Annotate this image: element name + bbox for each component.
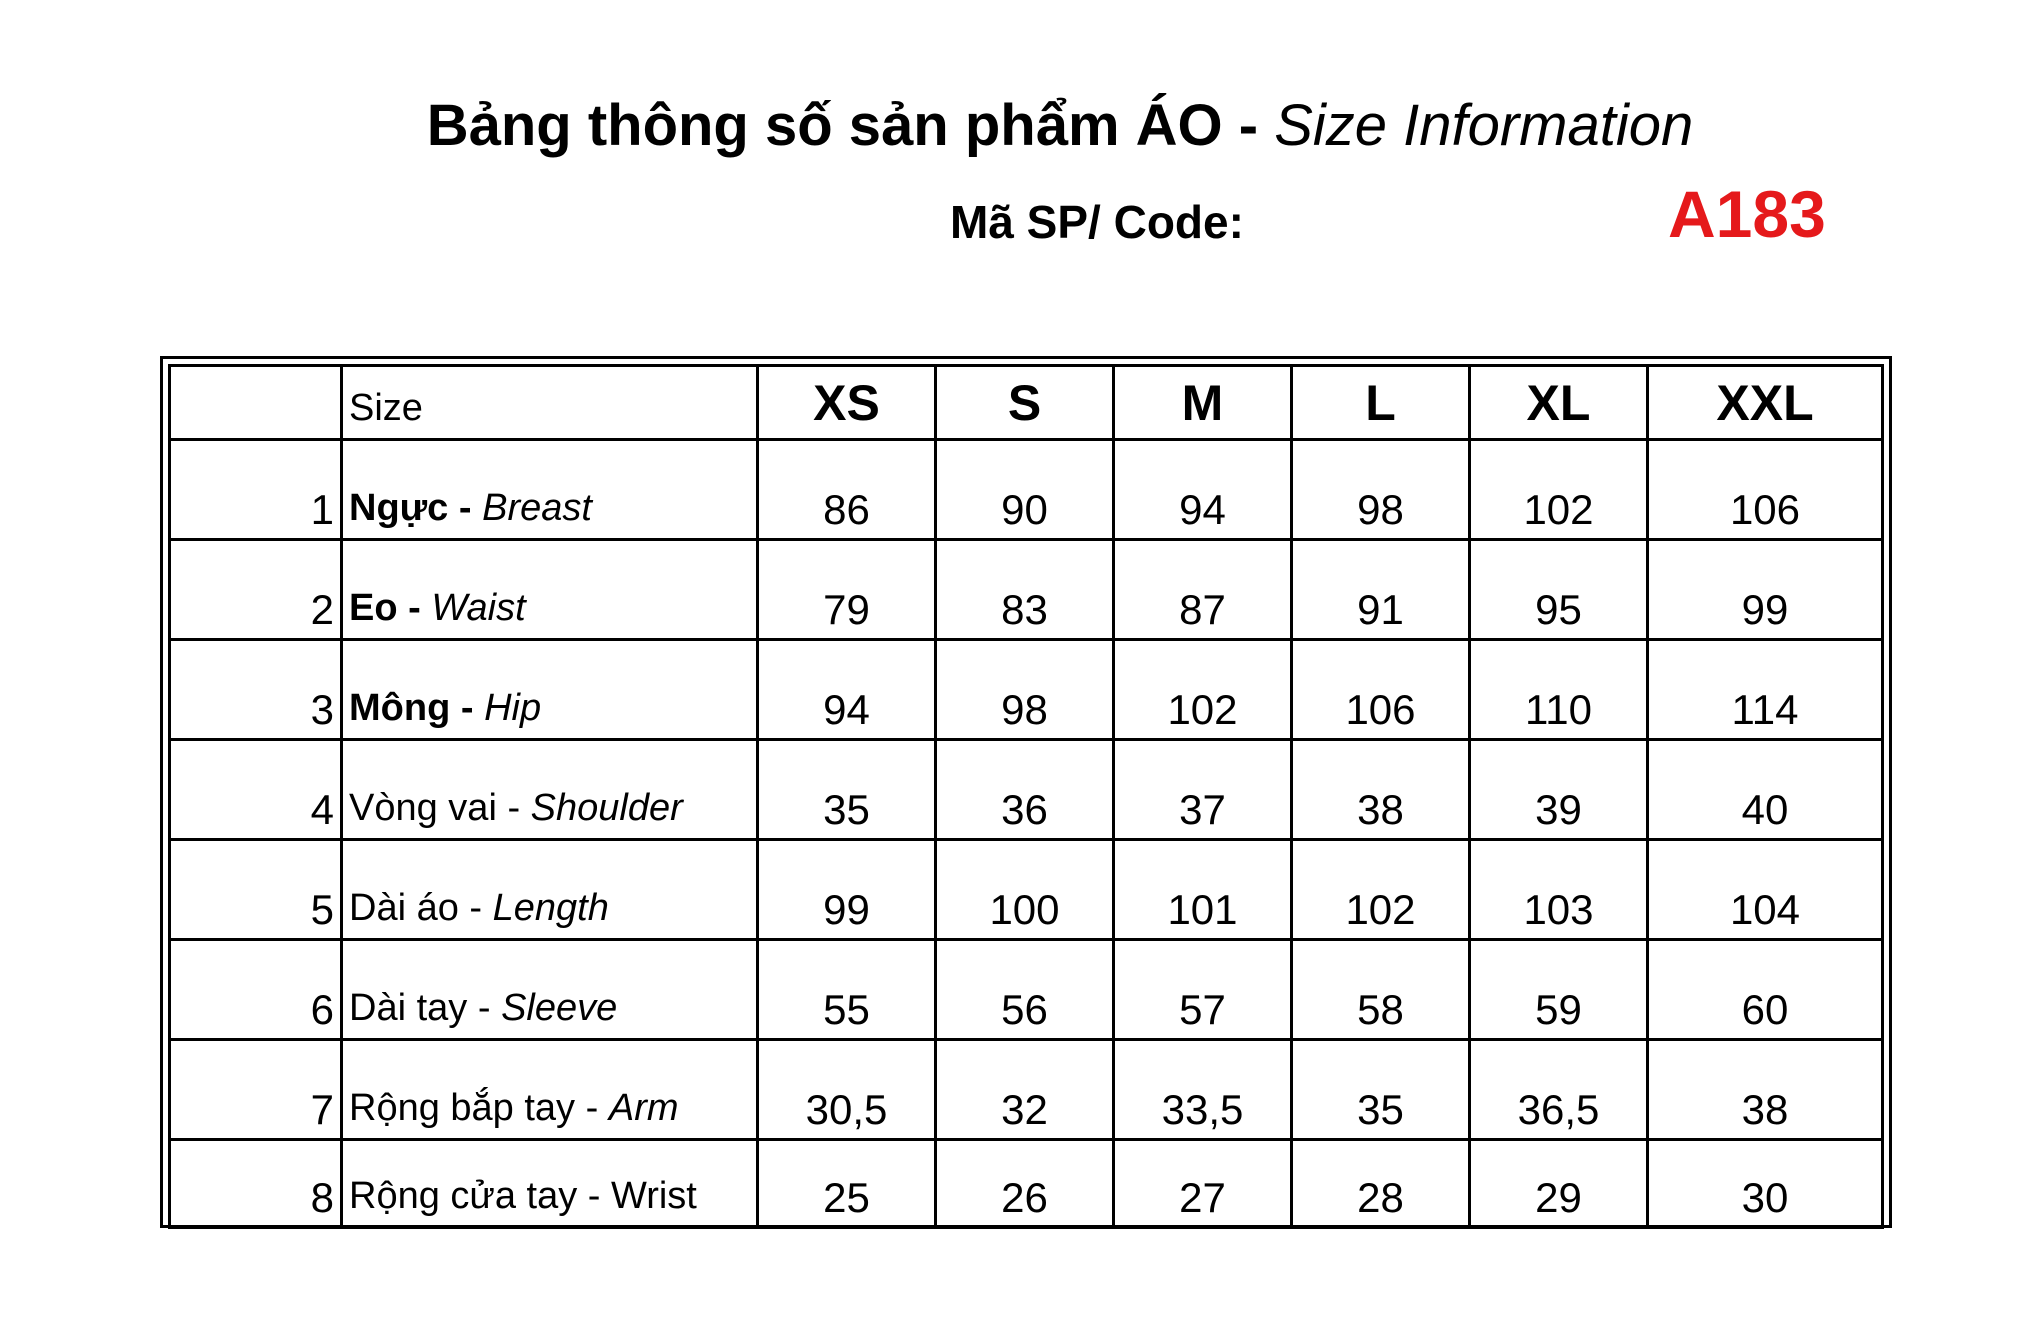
size-header-xxl: XXL [1648,366,1883,440]
measurement-label-vn: Mông [349,687,451,729]
measurement-label [342,1040,758,1140]
measurement-label-separator: - [458,887,493,929]
measurement-value: 25 [758,1140,936,1228]
measurement-value: 28 [1292,1140,1470,1228]
measurement-label-separator: - [450,687,485,729]
table-row [170,940,1883,1040]
measurement-label-en: Waist [431,587,526,629]
measurement-value: 98 [1292,440,1470,540]
size-header-m: M [1114,366,1292,440]
measurement-label-en: Shoulder [530,787,683,829]
measurement-value: 79 [758,540,936,640]
measurement-label-vn: Eo [349,587,398,629]
measurement-value: 38 [1648,1040,1883,1140]
measurement-value: 91 [1292,540,1470,640]
measurement-value: 36 [936,740,1114,840]
measurement-value: 35 [1292,1040,1470,1140]
measurement-value: 104 [1648,840,1883,940]
size-header-row [170,366,1883,440]
measurement-value: 94 [1114,440,1292,540]
measurement-value: 39 [1470,740,1648,840]
measurement-value: 110 [1470,640,1648,740]
measurement-label-en: Breast [482,487,592,529]
measurement-value: 102 [1470,440,1648,540]
title-vn: Bảng thông số sản phẩm ÁO - [426,93,1275,158]
measurement-label-vn: Dài tay [349,987,468,1029]
measurement-value: 114 [1648,640,1883,740]
row-number: 3 [170,640,342,740]
measurement-label [342,640,758,740]
measurement-value: 102 [1114,640,1292,740]
measurement-label-separator: - [397,587,432,629]
measurement-value: 36,5 [1470,1040,1648,1140]
table-row [170,840,1883,940]
product-code-label: Mã SP/ Code: [950,196,1244,248]
table-row [170,740,1883,840]
row-number: 4 [170,740,342,840]
measurement-value: 30,5 [758,1040,936,1140]
measurement-label-separator: - [577,1175,612,1217]
measurement-value: 98 [936,640,1114,740]
measurement-label [342,440,758,540]
table-row [170,1140,1883,1228]
measurement-value: 101 [1114,840,1292,940]
size-header-xs: XS [758,366,936,440]
measurement-value: 90 [936,440,1114,540]
measurement-value: 86 [758,440,936,540]
size-table [168,364,1884,1229]
measurement-value: 106 [1292,640,1470,740]
measurement-label [342,1140,758,1228]
size-header-xl: XL [1470,366,1648,440]
measurement-value: 95 [1470,540,1648,640]
measurement-value: 59 [1470,940,1648,1040]
measurement-label-vn: Ngực [349,487,449,529]
measurement-value: 83 [936,540,1114,640]
measurement-value: 102 [1292,840,1470,940]
table-row [170,540,1883,640]
measurement-label-vn: Rộng bắp tay [349,1087,576,1129]
size-table-frame [160,356,1892,1228]
size-header-s: S [936,366,1114,440]
measurement-value: 30 [1648,1140,1883,1228]
measurement-label-en: Sleeve [501,987,618,1029]
measurement-value: 99 [758,840,936,940]
measurement-value: 37 [1114,740,1292,840]
measurement-value: 56 [936,940,1114,1040]
measurement-value: 33,5 [1114,1040,1292,1140]
size-header-label: Size [342,366,758,440]
measurement-value: 58 [1292,940,1470,1040]
measurement-label-separator: - [448,487,483,529]
measurement-value: 103 [1470,840,1648,940]
table-row [170,640,1883,740]
measurement-label-vn: Dài áo [349,887,459,929]
measurement-value: 27 [1114,1140,1292,1228]
row-number: 2 [170,540,342,640]
page-title [0,92,2032,159]
measurement-value: 57 [1114,940,1292,1040]
size-header-l: L [1292,366,1470,440]
title-en: Size Information [1274,93,1694,158]
row-number: 6 [170,940,342,1040]
measurement-label-separator: - [467,987,502,1029]
measurement-label [342,840,758,940]
measurement-label-separator: - [575,1087,609,1129]
measurement-value: 38 [1292,740,1470,840]
measurement-value: 40 [1648,740,1883,840]
measurement-value: 26 [936,1140,1114,1228]
row-number: 7 [170,1040,342,1140]
measurement-label-vn: Rộng cửa tay [349,1175,578,1217]
row-number: 5 [170,840,342,940]
measurement-value: 29 [1470,1140,1648,1228]
measurement-label [342,940,758,1040]
table-row [170,1040,1883,1140]
measurement-label [342,540,758,640]
measurement-value: 87 [1114,540,1292,640]
header-blank-cell [170,366,342,440]
row-number: 8 [170,1140,342,1228]
measurement-label [342,740,758,840]
row-number: 1 [170,440,342,540]
measurement-value: 100 [936,840,1114,940]
measurement-value: 60 [1648,940,1883,1040]
measurement-label-en: Length [492,887,609,929]
measurement-value: 55 [758,940,936,1040]
measurement-value: 99 [1648,540,1883,640]
measurement-value: 35 [758,740,936,840]
measurement-label-vn: Vòng vai [349,787,497,829]
measurement-value: 106 [1648,440,1883,540]
measurement-label-separator: - [496,787,531,829]
measurement-value: 32 [936,1040,1114,1140]
product-code-value: A183 [1668,177,1826,251]
measurement-label-en: Wrist [611,1175,697,1217]
table-row [170,440,1883,540]
measurement-label-en: Arm [608,1087,679,1129]
measurement-value: 94 [758,640,936,740]
measurement-label-en: Hip [484,687,542,729]
